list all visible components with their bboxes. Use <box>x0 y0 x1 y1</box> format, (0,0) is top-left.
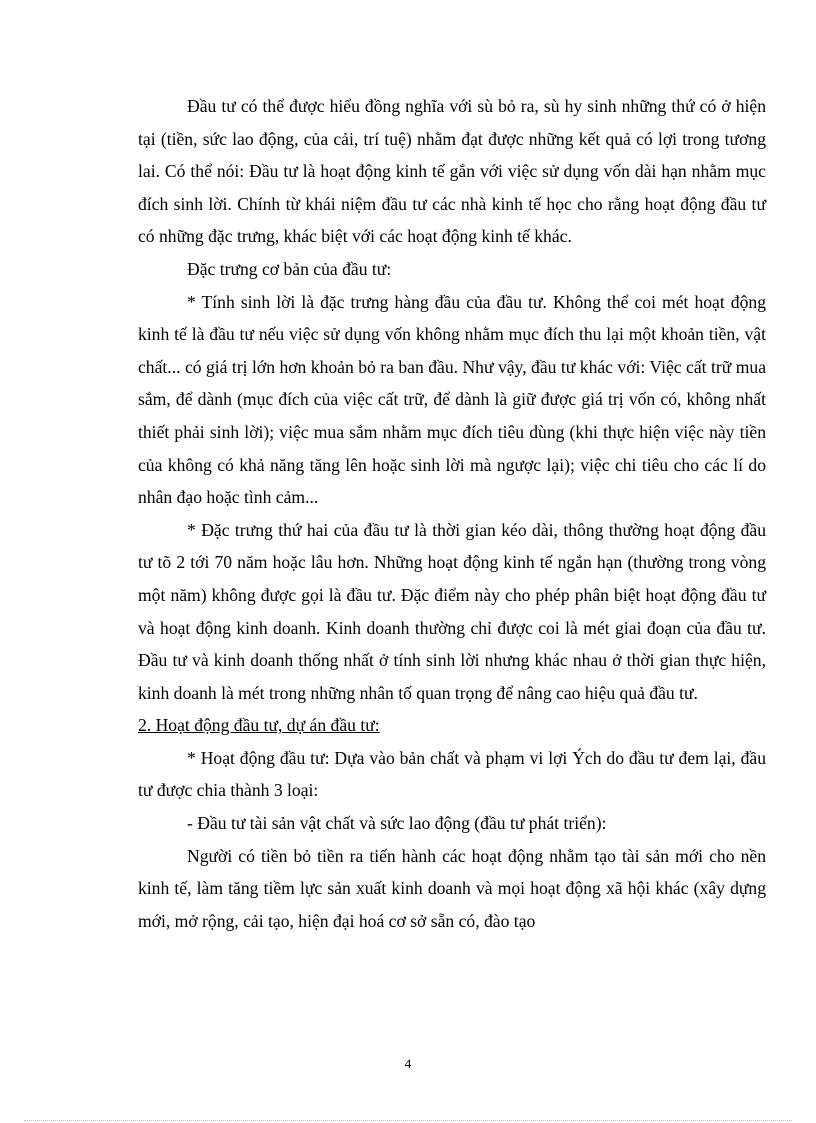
document-body <box>138 90 766 937</box>
paragraph-duration: * Đặc trưng thứ hai của đầu tư là thời gian kéo dài, thông thường hoạt động đầu tư tõ 2 tới 70 năm hoặc lâu hơn. Những hoạt động kinh tế ngắn hạn (thường trong vòng một năm) không được gọi là đầu tư. Đặc điểm này cho phép phân biệt hoạt động đầu tư và hoạt động kinh doanh. Kinh doanh thường chỉ được coi là mét giai đoạn của đầu tư. Đầu tư và kinh doanh thống nhất ở tính sinh lời nhưng khác nhau ở thời gian thực hiện, kinh doanh là mét trong những nhân tố quan trọng để nâng cao hiệu quả đầu tư. <box>138 519 766 703</box>
page-bottom-divider <box>24 1120 792 1121</box>
paragraph-definition: Đầu tư có thể được hiểu đồng nghĩa với sù bỏ ra, sù hy sinh những thứ có ở hiện tại (tiền, sức lao động, của cải, trí tuệ) nhằm đạt được những kết quả có lợi trong tương lai. Có thể nói: Đầu tư là hoạt động kinh tế gắn với việc sử dụng vốn dài hạn nhằm mục đích sinh lời. Chính từ khái niệm đầu tư các nhà kinh tế học cho rằng hoạt động đầu tư có những đặc trưng, khác biệt với các hoạt động kinh tế khác. <box>138 96 766 247</box>
section-heading: 2. Hoạt động đầu tư, dự án đầu tư: <box>138 715 380 736</box>
paragraph-characteristics-intro: Đặc trưng cơ bản của đầu tư: <box>187 258 392 279</box>
paragraph-physical-assets: - Đầu tư tài sản vật chất và sức lao động (đầu tư phát triển): <box>187 813 607 834</box>
paragraph-investor: Người có tiền bỏ tiền ra tiến hành các hoạt động nhằm tạo tài sản mới cho nền kinh tế, làm tăng tiềm lực sản xuất kinh doanh và mọi hoạt động xã hội khác (xây dựng mới, mở rộng, cải tạo, hiện đại hoá cơ sở sẵn có, đào tạo <box>138 845 766 931</box>
paragraph-profitability: * Tính sinh lời là đặc trưng hàng đầu của đầu tư. Không thể coi mét hoạt động kinh tế là đầu tư nếu việc sử dụng vốn không nhằm mục đích thu lại một khoản tiền, vật chất... có giá trị lớn hơn khoản bỏ ra ban đầu. Như vậy, đầu tư khác với: Việc cất trữ mua sắm, để dành (mục đích của việc cất trữ, để dành là giữ được giá trị vốn có, không nhất thiết phải sinh lời); việc mua sắm nhằm mục đích tiêu dùng (khi thực hiện việc này tiền của không có khả năng tăng lên hoặc sinh lời mà ngược lại); việc chi tiêu cho các lí do nhân đạo hoặc tình cảm... <box>138 291 766 508</box>
paragraph-investment-activity: * Hoạt động đầu tư: Dựa vào bản chất và phạm vi lợi Ých do đầu tư đem lại, đầu tư được chia thành 3 loại: <box>138 747 766 801</box>
page-number: 4 <box>404 1056 412 1071</box>
